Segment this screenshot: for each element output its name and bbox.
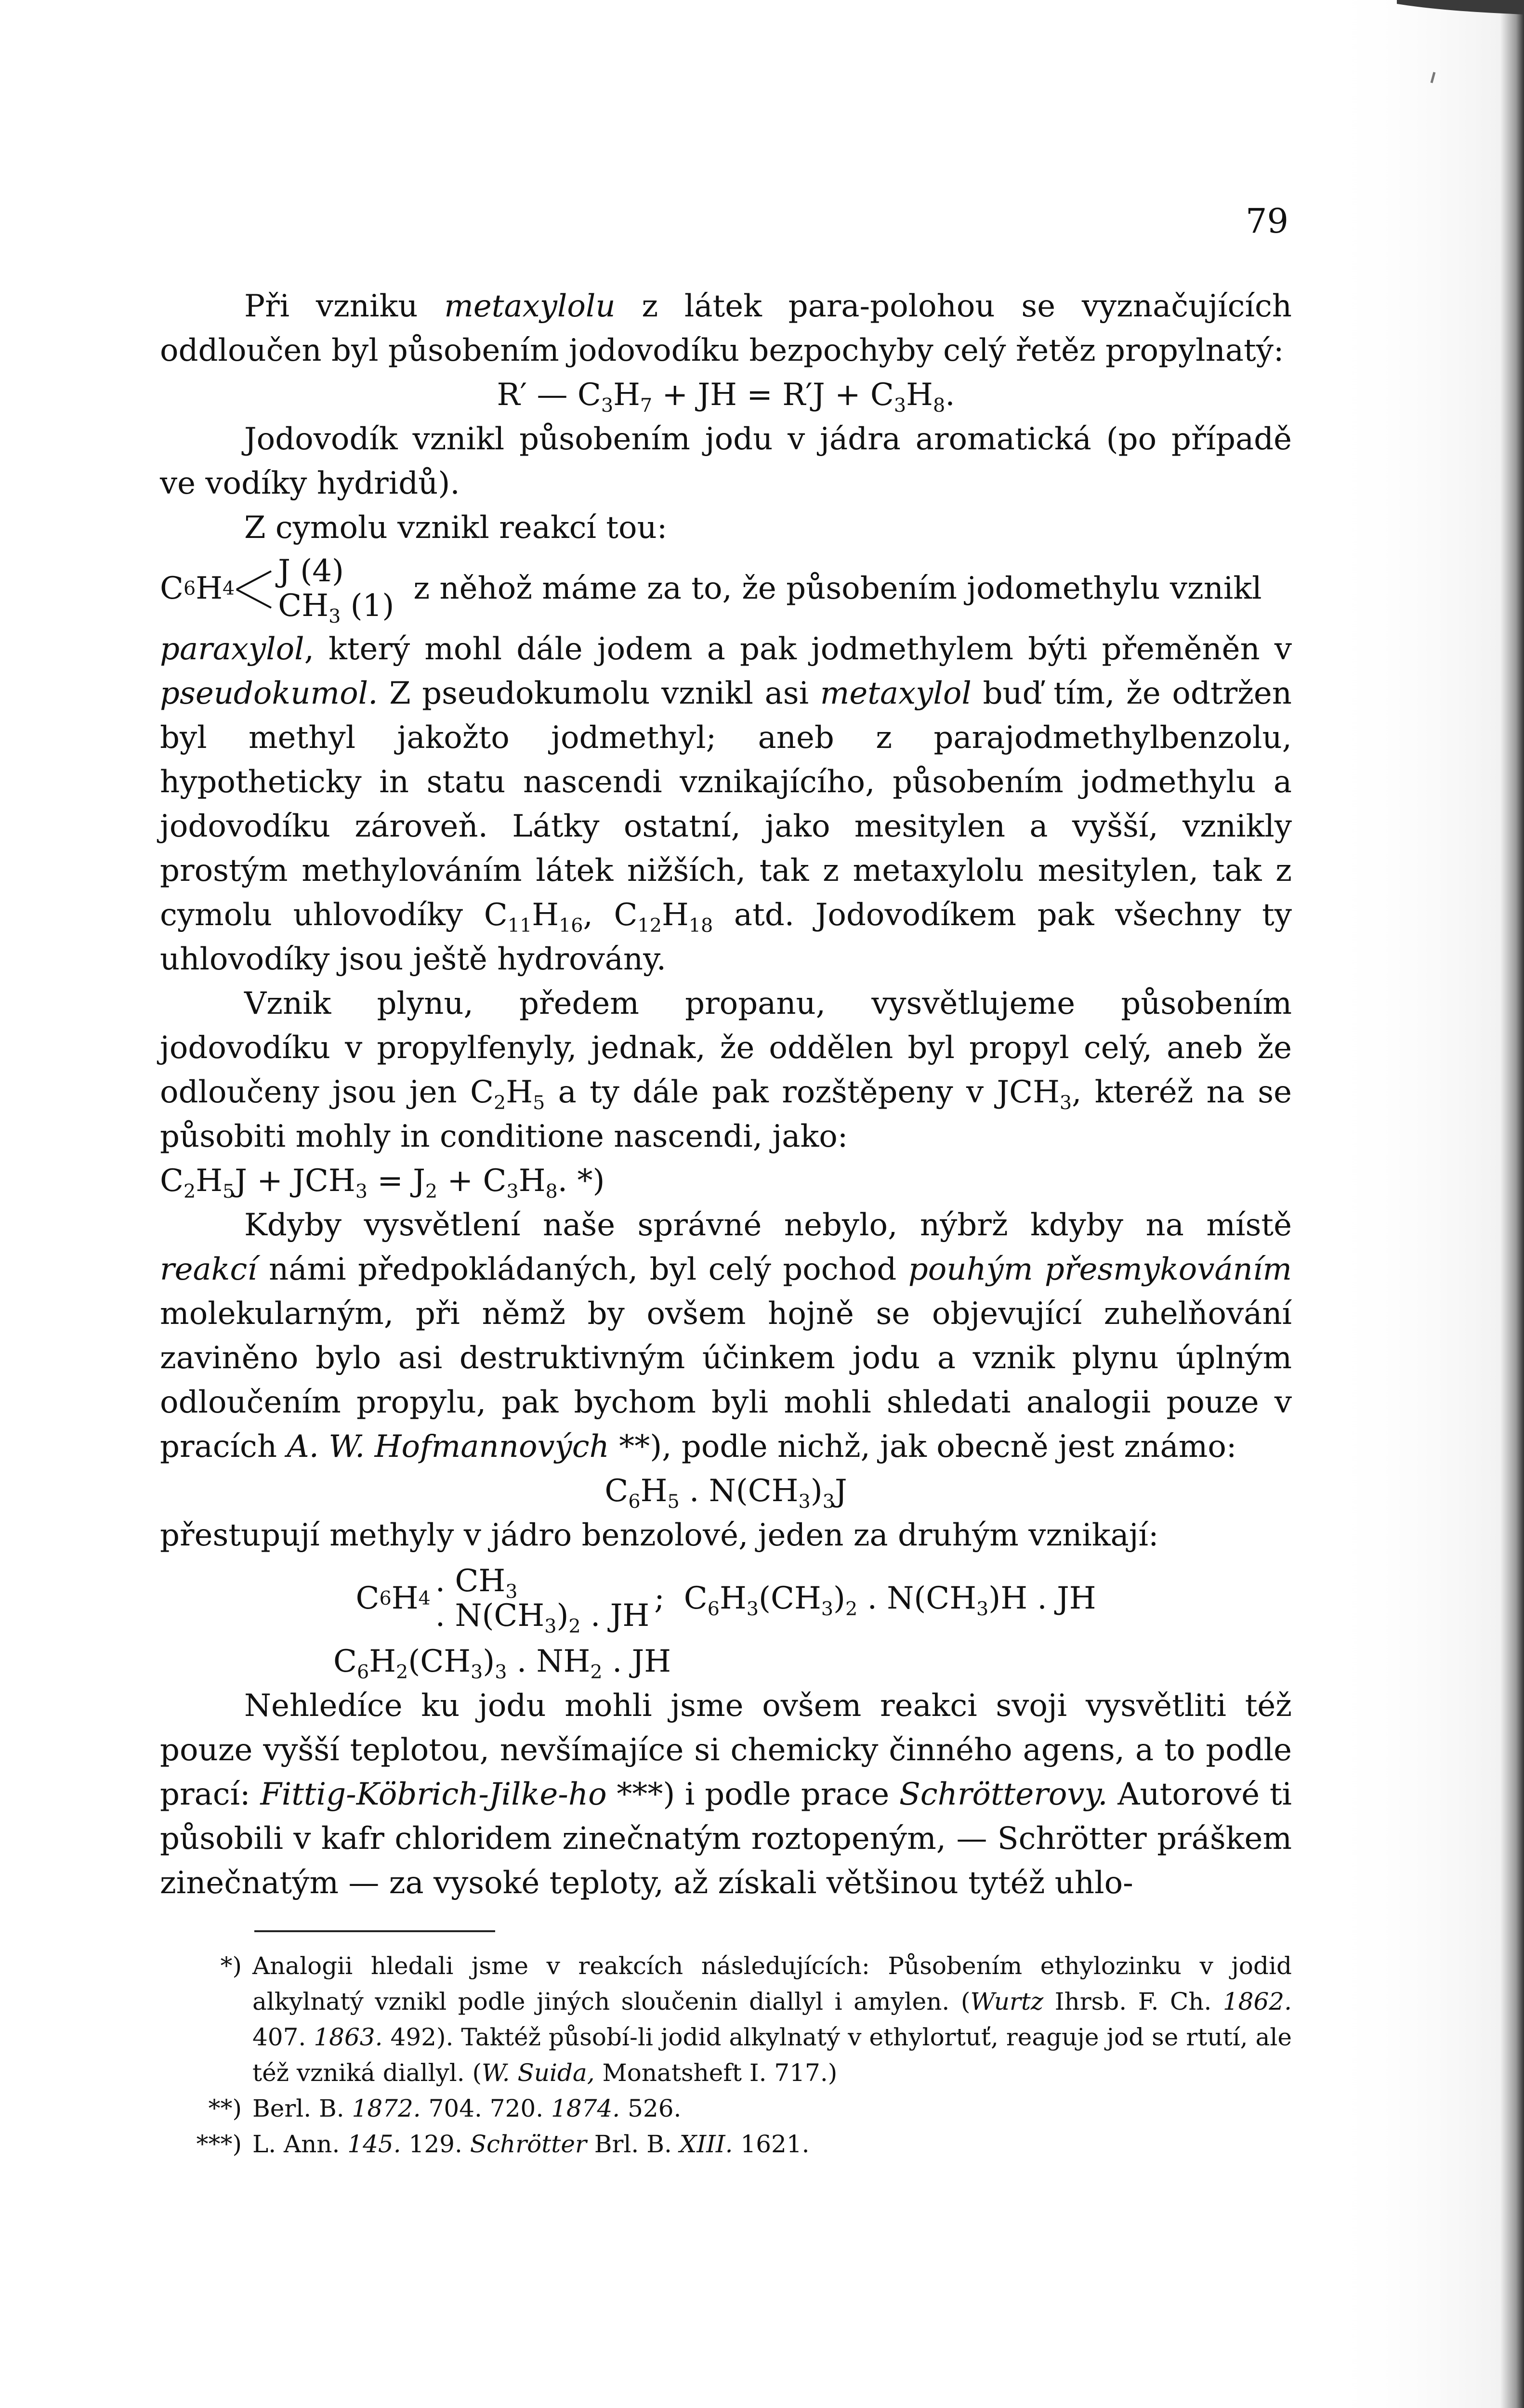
paragraph-metaxylol: Při vzniku metaxylolu z látek para-polohou se vyznačujících oddloučen byl působením jodovodíku bezpochyby celý řetěz propylnatý: — [160, 288, 1292, 368]
footnotes — [160, 1948, 1292, 2162]
formula-products-row — [160, 1557, 1292, 1639]
cymol-formula-row — [160, 550, 1292, 627]
equation-propyl-cleavage: R′ — $C_3H_7$ + JH = $R'J + C_3H_8$. — [497, 377, 955, 417]
paragraph-propan: Vznik plynu, předem propanu, vysvětlujeme působením jodovodíku v propylfenyly, jednak, že oddělen byl propyl celý, aneb že odloučeny jsou jen $C_2H_5$ a ty dále pak rozštěpeny v $JCH_3$, kteréž na se působiti mohly in conditione nascendi, jako: — [160, 986, 1292, 1154]
paragraph-nehledice: Nehledíce ku jodu mohli jsme ovšem reakci svoji vysvětliti též pouze vyšší teplotou, nevšímajíce si chemicky činného agens, a to podle prací: Fittig-Köbrich-Jilke-ho ***) i podle prace Schrötterovy. Autorové ti působili v kafr chloridem zinečnatým roztopeným, — Schrötter práškem zinečnatým — za vysoké teploty, až získali většinou tytéž uhlo- — [160, 1688, 1292, 1901]
paragraph-jodovodik: Jodovodík vznikl působením jodu v jádra aromatická (po případě ve vodíky hydridů). — [160, 421, 1292, 501]
formula-cumidine: $C_6H_2(CH_3)_3$ . $NH_2$ . JH — [333, 1644, 671, 1683]
page-number: 79 — [1246, 201, 1289, 241]
formula-dimethylanilin: $C_6H_5$ . $N(CH_3)_3J$ — [604, 1473, 847, 1513]
footnote-divider — [254, 1930, 495, 1932]
paragraph-cymol-intro: Z cymolu vznikl reakcí tou: — [244, 510, 668, 546]
footnote-1: *) Analogii hledali jsme v reakcích následujících: Působením ethylozinku v jodid alkylnatý vznikl podle jiných sloučenin diallyl i amylen. (Wurtz Ihrsb. F. Ch. 1862. 407. 1863. 492). Taktéž působí-li jodid alkylnatý v ethylortuť, reaguje jod se rtutí, ale též vzniká diallyl. (W. Suida, Monatsheft I. 717.) — [220, 1952, 1292, 2087]
branch-lines — [235, 560, 273, 617]
equation-ethyl-iodide: $C_2H_5J + JCH_3 = J_2 + C_3H_8$. *) — [160, 1163, 605, 1203]
paragraph-methyly: přestupují methyly v jádro benzolové, jeden za druhým vznikají: — [160, 1518, 1159, 1553]
paragraph-paraxylol: paraxylol, který mohl dále jodem a pak jodmethylem býti přeměněn v pseudokumol. Z pseudokumolu vznikl asi metaxylol buď tím, že odtržen byl methyl jakožto jodmethyl; aneb z parajodmethylbenzolu, hypotheticky in statu nascendi vznikajícího, působením jodmethylu a jodovodíku zároveň. Látky ostatní, jako mesitylen a vyšší, vznikly prostým methylováním látek nižších, tak z metaxylolu mesitylen, tak z cymolu uhlovodíky $C_{11}H_{16}$, $C_{12}H_{18}$ atd. Jodovodíkem pak všechny ty uhlovodíky jsou ještě hydrovány. — [160, 631, 1292, 977]
cymol-substituents: J (4) $CH_3$ (1) — [278, 553, 394, 628]
cymol-formula: C 6 H 4 J (4) $CH_3$ (1) — [160, 553, 394, 628]
formula-toluidine: C 6 H 4 . $CH_3$ . $N(CH_3)_2$ . JH ; — [355, 1563, 665, 1637]
formula-xylidine: $C_6H_3(CH_3)_2$ . $N(CH_3)H$ . JH — [683, 1581, 1096, 1620]
paragraph-kdyby: Kdyby vysvětlení naše správné nebylo, nýbrž kdyby na místě reakcí námi předpokládaných, byl celý pochod pouhým přesmykováním molekularným, při němž by ovšem hojně se objevující zuhelňování zaviněno bylo asi destruktivným účinkem jodu a vznik plynu úplným odloučením propylu, pak bychom byli mohli shledati analogii pouze v pracích A. W. Hofmannových **), podle nichž, jak obecně jest známo: — [160, 1207, 1292, 1465]
footnote-2: **) Berl. B. 1872. 704. 720. 1874. 526. — [208, 2094, 682, 2122]
main-text — [160, 284, 1292, 1905]
footnote-3: ***) L. Ann. 145. 129. Schrötter Brl. B. XIII. 1621. — [196, 2130, 810, 2158]
scan-edge-shadow — [1325, 0, 1524, 2408]
cymol-text: z něhož máme za to, že působením jodomethylu vznikl — [413, 571, 1262, 606]
